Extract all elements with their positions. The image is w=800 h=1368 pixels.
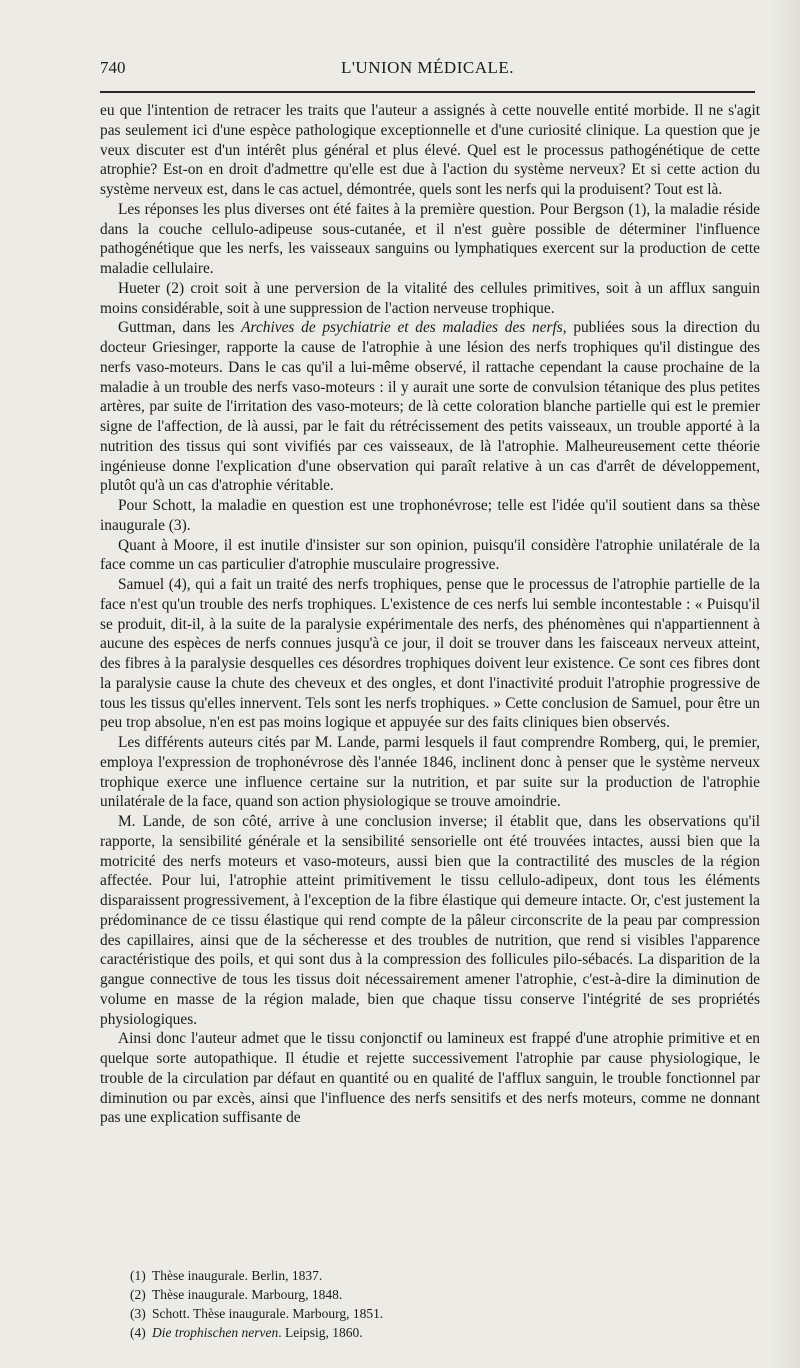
paragraph: M. Lande, de son côté, arrive à une conclusion inverse; il établit que, dans les observations qu'il rapporte, la sensibilité générale et la sensibilité sensorielle ont été trouvées intactes, aussi bien que la motricité des nerfs moteurs et vaso-moteurs, aussi bien que la contractilité des muscles de la région affectée. Pour lui, l'atrophie atteint primitivement le tissu cellulo-adipeux, dont tous les éléments disparaissent progressivement, à l'exception de la fibre élastique qui demeure intacte. Or, c'est justement la prédominance de ce tissu élastique qui rend compte de la pâleur circonscrite de la peau par compression des capillaires, ainsi que de la sécheresse et des troubles de nutrition, que rend si visibles l'apparence caractéristique des poils, et qui sont dus à la compression des follicules pilo-sébacés. La disparition de la gangue connective de tous les tissus doit nécessairement amener l'atrophie, c'est-à-dire la diminution de volume en masse de la région malade, bien que chaque tissu conserve l'intégrité de ses propriétés physiologiques. bbox=[100, 813, 760, 1028]
paragraph: Les différents auteurs cités par M. Lande, parmi lesquels il faut comprendre Romberg, qui, le premier, employa l'expression de trophonévrose dès l'année 1846, inclinent donc à penser que le système nerveux trophique exerce une influence certaine sur la nutrition, et par suite sur la production de l'atrophie unilatérale de la face, quand son action physiologique se trouve amoindrie. bbox=[100, 734, 760, 811]
page-header bbox=[100, 58, 755, 88]
paragraph: Samuel (4), qui a fait un traité des nerfs trophiques, pense que le processus de l'atrophie partielle de la face n'est qu'un trouble des nerfs trophiques. L'existence de ces nerfs lui semble incontestable : « Puisqu'il se produit, dit-il, à la suite de la paralysie expérimentale des nerfs, des phénomènes qui n'appartiennent à aucune des espèces de nerfs connues jusqu'à ce jour, il doit se trouver dans les faisceaux nerveux atteint, des fibres à la paralysie desquelles ces désordres trophiques doivent leur existence. Ce sont ces fibres dont la paralysie cause la chute des cheveux et des ongles, et dont l'inactivité produit l'atrophie progressive de tous les tissus qu'elles innervent. Tels sont les nerfs trophiques. » Cette conclusion de Samuel, pour être un peu trop absolue, n'en est pas moins logique et appuyée sur des faits cliniques bien observés. bbox=[100, 576, 760, 732]
paragraph: eu que l'intention de retracer les traits que l'auteur a assignés à cette nouvelle entité morbide. Il ne s'agit pas seulement ici d'une espèce pathologique exceptionnelle et d'une curiosité clinique. La question que je veux discuter est d'un intérêt plus général et plus élevé. Quel est le processus pathogénétique de cette atrophie? Est-on en droit d'admettre qu'elle est due à l'action du système nerveux? Et si cette action du système nerveux est, dans le cas actuel, démontrée, quels sont les nerfs qui la produisent? Tout est là. bbox=[100, 102, 760, 198]
header-rule bbox=[100, 91, 755, 93]
paragraph-text: , publiées sous la direction du docteur Griesinger, rapporte la cause de l'atrophie à une lésion des nerfs trophiques qu'il distingue des nerfs vaso-moteurs. Dans le cas qu'il a lui-même observé, il rattache cependant la cause prochaine de la maladie à un trouble des nerfs vaso-moteurs : il y aurait une sorte de convulsion tétanique des plus petites artères, par suite de l'irritation des vaso-moteurs; de là cette coloration blanche partielle qui est le premier signe de l'affection, de là aussi, par le fait du rétrécissement des petits vaisseaux, un trouble apporté à la nutrition des tissus qui sont vivifiés par ces vaisseaux, de là l'atrophie. Malheureusement cette théorie ingénieuse donne l'explication d'une observation qui paraît relative à un cas d'arrêt de développement, plutôt qu'à un cas d'atrophie véritable. bbox=[100, 319, 760, 495]
footnote-marker: (2) bbox=[130, 1287, 146, 1302]
paragraph: Quant à Moore, il est inutile d'insister sur son opinion, puisqu'il considère l'atrophie unilatérale de la face comme un cas particulier d'atrophie musculaire progressive. bbox=[100, 536, 760, 574]
footnote bbox=[130, 1266, 730, 1285]
page-number: 740 bbox=[100, 58, 126, 77]
footnotes bbox=[130, 1266, 730, 1342]
footnote-text: Thèse inaugurale. Berlin, 1837. bbox=[152, 1268, 323, 1283]
paragraph: Hueter (2) croit soit à une perversion de la vitalité des cellules primitives, soit à un afflux sanguin moins considérable, soit à une suppression de l'action nerveuse trophique. bbox=[100, 279, 760, 317]
journal-title: Archives de psychiatrie et des maladies des nerfs bbox=[241, 319, 563, 337]
paragraph: Ainsi donc l'auteur admet que le tissu conjonctif ou lamineux est frappé d'une atrophie primitive et en quelque sorte autopathique. Il étudie et rejette successivement l'atrophie par cause physiologique, le trouble de la circulation par défaut en quantité ou en qualité de l'afflux sanguin, le trouble fonctionnel par diminution ou par excès, ainsi que l'influence des nerfs sensitifs et des nerfs moteurs, comme ne donnant pas une explication suffisante de bbox=[100, 1030, 760, 1127]
footnote bbox=[130, 1285, 730, 1304]
footnote-text: . Leipsig, 1860. bbox=[278, 1325, 363, 1340]
footnote-marker: (4) bbox=[130, 1325, 146, 1340]
footnote-text: Thèse inaugurale. Marbourg, 1848. bbox=[152, 1287, 343, 1302]
footnote-marker: (1) bbox=[130, 1268, 146, 1283]
footnote-book-title: Die trophischen nerven bbox=[152, 1325, 279, 1340]
paragraph-text: Guttman, dans les bbox=[118, 319, 242, 337]
body-text bbox=[100, 101, 760, 1128]
footnote bbox=[130, 1304, 730, 1323]
footnote bbox=[130, 1323, 730, 1342]
paragraph bbox=[100, 318, 760, 496]
paragraph: Les réponses les plus diverses ont été faites à la première question. Pour Bergson (1), la maladie réside dans la couche cellulo-adipeuse sous-cutanée, et il n'est guère possible de déterminer l'influence pathogénétique que les nerfs, les vaisseaux sanguins ou lymphatiques exercent sur la production de cette maladie cellulaire. bbox=[100, 200, 760, 277]
running-title: L'UNION MÉDICALE. bbox=[340, 58, 515, 77]
paragraph: Pour Schott, la maladie en question est une trophonévrose; telle est l'idée qu'il soutient dans sa thèse inaugurale (3). bbox=[100, 497, 760, 534]
footnote-marker: (3) bbox=[130, 1306, 146, 1321]
page-edge-shadow bbox=[770, 0, 800, 1368]
footnote-text: Schott. Thèse inaugurale. Marbourg, 1851. bbox=[152, 1306, 384, 1321]
